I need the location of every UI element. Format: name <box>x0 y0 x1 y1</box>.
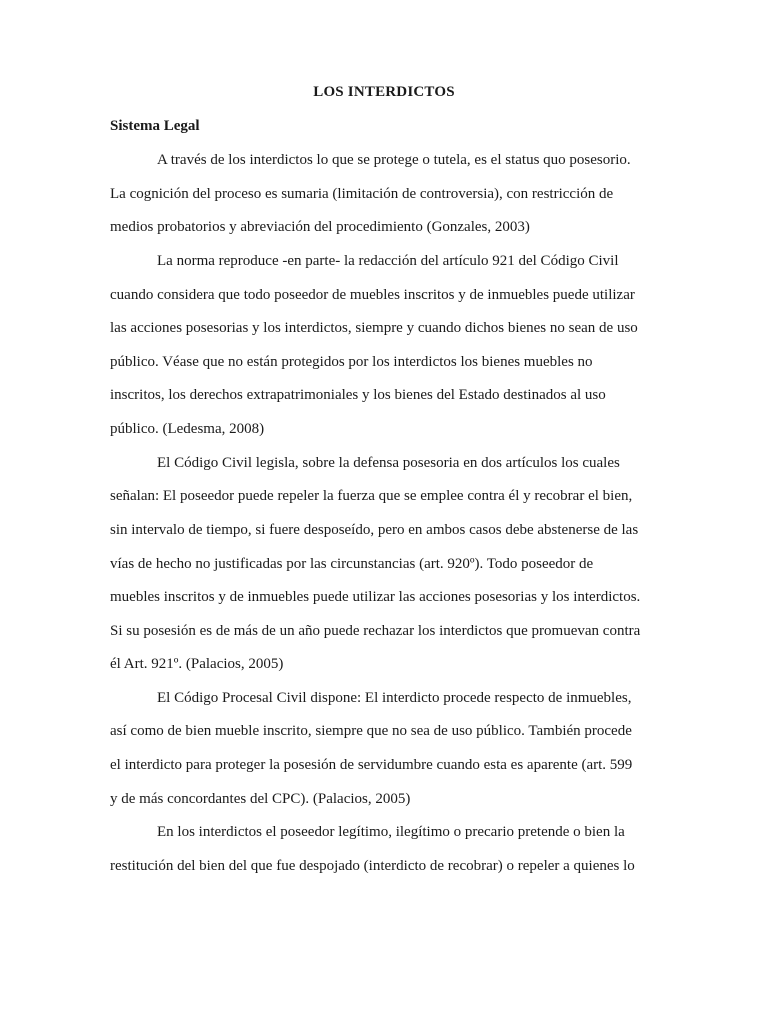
paragraph-line: público. (Ledesma, 2008) <box>110 421 265 437</box>
paragraph-line: La cognición del proceso es sumaria (limitación de controversia), con restricción de <box>110 186 614 202</box>
paragraph-line: La norma reproduce -en parte- la redacción del artículo 921 del Código Civil <box>157 253 619 269</box>
paragraph-line: él Art. 921º. (Palacios, 2005) <box>110 656 284 672</box>
paragraph-line: las acciones posesorias y los interdictos, siempre y cuando dichos bienes no sean de uso <box>110 320 638 336</box>
paragraph-line: el interdicto para proteger la posesión de servidumbre cuando esta es aparente (art. 599 <box>110 757 633 773</box>
paragraph-line: muebles inscritos y de inmuebles puede utilizar las acciones posesorias y los interdictos. <box>110 589 641 605</box>
document-title: LOS INTERDICTOS <box>313 84 455 100</box>
paragraph-line: cuando considera que todo poseedor de muebles inscritos y de inmuebles puede utilizar <box>110 287 635 303</box>
section-heading: Sistema Legal <box>110 118 200 134</box>
paragraph-line: Si su posesión es de más de un año puede rechazar los interdictos que promuevan contra <box>110 623 641 639</box>
paragraph-line: vías de hecho no justificadas por las circunstancias (art. 920º). Todo poseedor de <box>110 556 594 572</box>
paragraph-line: A través de los interdictos lo que se protege o tutela, es el status quo posesorio. <box>157 152 631 168</box>
paragraph-line: medios probatorios y abreviación del procedimiento (Gonzales, 2003) <box>110 219 530 235</box>
paragraph-line: En los interdictos el poseedor legítimo, ilegítimo o precario pretende o bien la <box>157 824 625 840</box>
paragraph-line: sin intervalo de tiempo, si fuere desposeído, pero en ambos casos debe abstenerse de las <box>110 522 639 538</box>
paragraph-line: El Código Procesal Civil dispone: El interdicto procede respecto de inmuebles, <box>157 690 632 706</box>
paragraph-line: restitución del bien del que fue despojado (interdicto de recobrar) o repeler a quienes lo <box>110 858 635 874</box>
paragraph-line: público. Véase que no están protegidos por los interdictos los bienes muebles no <box>110 354 593 370</box>
paragraph-line: El Código Civil legisla, sobre la defensa posesoria en dos artículos los cuales <box>157 455 620 471</box>
paragraph-line: inscritos, los derechos extrapatrimoniales y los bienes del Estado destinados al uso <box>110 387 606 403</box>
paragraph-line: así como de bien mueble inscrito, siempre que no sea de uso público. También procede <box>110 723 632 739</box>
paragraph-line: y de más concordantes del CPC). (Palacios, 2005) <box>110 791 411 807</box>
paragraph-line: señalan: El poseedor puede repeler la fuerza que se emplee contra él y recobrar el bien, <box>110 488 633 504</box>
